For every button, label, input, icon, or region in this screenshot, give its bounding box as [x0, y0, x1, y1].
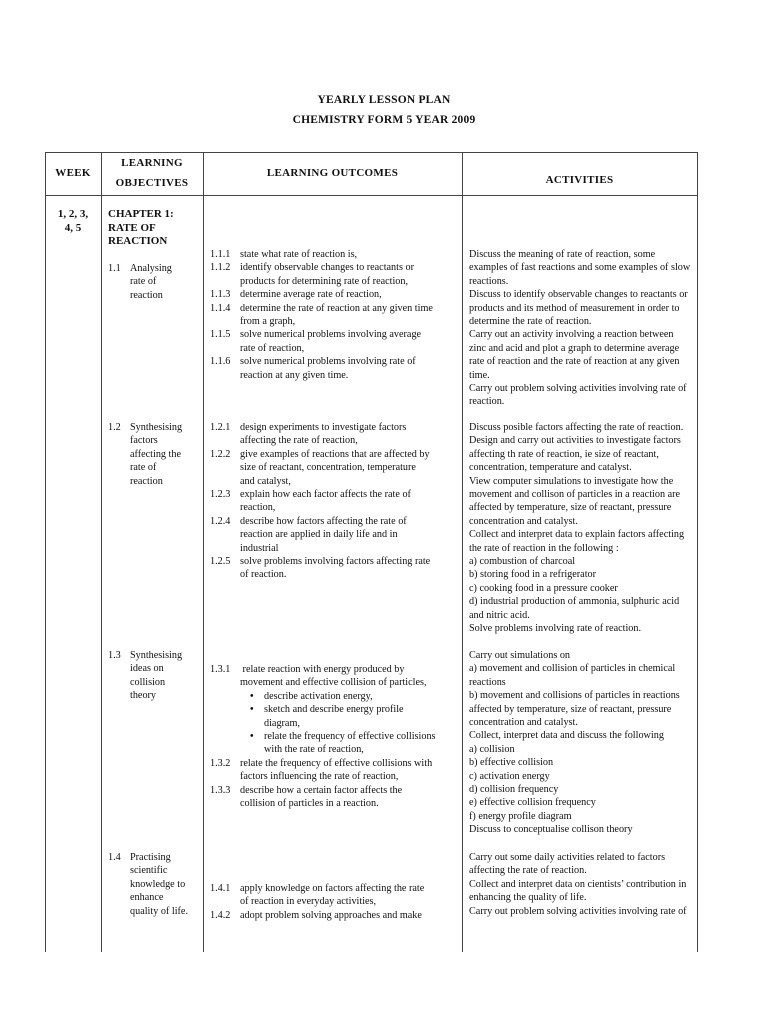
outcome-item [210, 757, 462, 784]
table-right-border [697, 152, 698, 952]
objective-text [130, 851, 188, 918]
outcome-line: affecting the rate of reaction, [240, 435, 358, 447]
outcome-item [210, 328, 462, 355]
outcome-number: 1.4.1 [210, 883, 231, 894]
outcome-line: reaction, [240, 502, 276, 514]
outcome-line: solve numerical problems involving rate of [240, 356, 416, 368]
outcome-text [240, 355, 416, 382]
activity-line: c) activation energy [469, 770, 550, 782]
outcome-item [210, 882, 462, 909]
outcome-item [210, 302, 462, 329]
outcome-number: 1.2.5 [210, 555, 231, 567]
outcome-item [210, 488, 462, 515]
activity-line: c) cooking food in a pressure cooker [469, 582, 618, 594]
outcome-line: industrial [240, 542, 279, 554]
outcome-text [240, 421, 406, 448]
activities-1-3 [469, 649, 697, 837]
outcome-number: 1.1.4 [210, 302, 231, 314]
objective-line: scientific [130, 865, 168, 877]
outcome-line: explain how each factor affects the rate of [240, 488, 411, 500]
activity-line: a) movement and collision of particles in chemical [469, 663, 676, 675]
bullet-line: • describe activation energy, [264, 690, 373, 703]
activity-line: Discuss posible factors affecting the rate of reaction. [469, 422, 684, 433]
outcome-line: size of reactant, concentration, temperature [240, 462, 416, 474]
objective-line: factors [130, 435, 158, 447]
outcome-line: from a graph, [240, 315, 296, 327]
activity-line: reactions [469, 676, 506, 688]
objective-text [130, 421, 182, 488]
outcome-line: rate of reaction, [240, 342, 305, 354]
bullet-line: • relate the frequency of effective collisions [264, 730, 436, 743]
outcomes-1-2 [210, 421, 462, 582]
objective-line: Analysing [130, 263, 172, 274]
activity-line: Solve problems involving rate of reaction. [469, 623, 642, 635]
activity-line: Carry out simulations on [469, 650, 571, 661]
week-line-1: 1, 2, 3, [57, 208, 89, 220]
outcome-line: determine the rate of reaction at any given time [240, 302, 433, 314]
outcome-text [240, 515, 407, 555]
outcome-item [210, 288, 462, 301]
outcome-line: relate reaction with energy produced by [240, 664, 405, 675]
activity-line: and nitric acid. [469, 609, 530, 621]
activity-line: affected by temperature, size of reactant, pressure [469, 502, 672, 514]
outcome-number: 1.1.3 [210, 289, 231, 301]
outcome-item [210, 248, 462, 261]
chapter-line-2: RATE OF [108, 221, 156, 234]
outcome-line: identify observable changes to reactants or [240, 262, 414, 274]
activity-line: concentration and catalyst. [469, 515, 578, 527]
outcome-line: describe how a certain factor affects the [240, 784, 403, 796]
bullet-text [264, 703, 404, 730]
outcome-text [240, 328, 421, 355]
activity-line: reactions. [469, 275, 509, 287]
outcome-item [210, 555, 462, 582]
outcome-line: design experiments to investigate factors [240, 422, 407, 433]
outcome-text [240, 882, 424, 909]
activity-line: Discuss to identify observable changes to reactants or [469, 289, 688, 301]
activity-line: concentration, temperature and catalyst. [469, 462, 632, 474]
activity-line: Collect and interpret data to explain factors affecting [469, 529, 685, 541]
activity-line: Design and carry out activities to investigate factors [469, 435, 681, 447]
outcome-bullet-item [210, 690, 462, 703]
activity-line: Discuss the meaning of rate of reaction, some [469, 249, 656, 260]
document-subtitle: CHEMISTRY FORM 5 YEAR 2009 [292, 114, 476, 126]
outcome-number: 1.3.2 [210, 757, 231, 769]
activity-line: determine the rate of reaction. [469, 316, 592, 328]
outcome-number: 1.1.6 [210, 356, 231, 368]
objective-line: Practising [130, 852, 171, 863]
objective-line: knowledge to [130, 878, 186, 890]
outcome-line: solve problems involving factors affecting rate [240, 555, 431, 567]
outcome-line: describe how factors affecting the rate of [240, 515, 407, 527]
outcome-text [240, 784, 402, 811]
activity-line: affecting the rate of reaction. [469, 865, 587, 877]
activity-line: a) collision [469, 743, 515, 755]
column-divider-2 [203, 152, 204, 952]
column-divider-3 [462, 152, 463, 952]
activities-1-2 [469, 421, 697, 636]
outcome-item [210, 355, 462, 382]
chapter-line-1: CHAPTER 1: [108, 208, 174, 220]
outcome-item [210, 663, 462, 690]
table-header-divider [45, 195, 698, 196]
outcome-number: 1.1.1 [210, 249, 231, 260]
outcome-item [210, 448, 462, 488]
activity-line: b) storing food in a refrigerator [469, 569, 597, 581]
activity-line: f) energy profile diagram [469, 810, 572, 822]
objective-line: collision [130, 676, 166, 688]
activity-line: View computer simulations to investigate how the [469, 475, 674, 487]
chapter-line-3: REACTION [108, 235, 168, 247]
outcome-line: of reaction. [240, 569, 287, 581]
outcome-line: apply knowledge on factors affecting the rate [240, 883, 425, 894]
outcomes-1-1 [210, 248, 462, 382]
activity-line: enhancing the quality of life. [469, 892, 587, 904]
objective-line: theory [130, 690, 157, 702]
objective-number: 1.2 [108, 422, 121, 433]
activity-line: products and its method of measurement in order to [469, 302, 680, 314]
activities-1-1 [469, 248, 697, 409]
bullet-line: diagram, [264, 717, 300, 729]
header-objectives-line2: OBJECTIVES [115, 177, 189, 189]
outcome-text [240, 757, 432, 784]
outcome-number: 1.2.2 [210, 448, 231, 460]
outcome-line: of reaction in everyday activities, [240, 896, 377, 908]
outcome-line: products for determining rate of reaction, [240, 275, 409, 287]
outcome-item [210, 784, 462, 811]
activity-line: d) collision frequency [469, 784, 559, 796]
document-title: YEARLY LESSON PLAN [317, 94, 451, 106]
header-learning-outcomes: LEARNING OUTCOMES [266, 167, 399, 179]
outcome-item [210, 515, 462, 555]
activity-line: the rate of reaction in the following : [469, 542, 619, 554]
outcome-item [210, 261, 462, 288]
week-number [45, 208, 101, 235]
outcome-line: adopt problem solving approaches and make [240, 909, 422, 921]
outcome-number: 1.1.2 [210, 262, 231, 274]
objective-text [130, 649, 182, 703]
activity-line: Carry out an activity involving a reaction between [469, 329, 674, 341]
bullet-line: with the rate of reaction, [264, 744, 364, 756]
objective-line: quality of life. [130, 905, 188, 917]
table-left-border [45, 152, 46, 952]
activity-line: e) effective collision frequency [469, 797, 596, 809]
outcomes-1-3 [210, 663, 462, 810]
outcome-text [240, 448, 430, 488]
header-week: WEEK [55, 167, 91, 179]
outcome-bullet-item [210, 730, 462, 757]
activities-1-4 [469, 851, 697, 918]
outcome-line: and catalyst, [240, 475, 291, 487]
outcome-text [240, 488, 411, 515]
outcome-line: reaction are applied in daily life and in [240, 529, 398, 541]
activity-line: zinc and acid and plot a graph to determine average [469, 342, 680, 354]
activity-line: Collect and interpret data on cientists’ contribution in [469, 878, 687, 890]
activity-line: a) combustion of charcoal [469, 556, 576, 568]
activity-line: Carry out problem solving activities involving rate of [469, 905, 687, 917]
activity-line: reaction. [469, 396, 505, 408]
outcome-number: 1.2.1 [210, 422, 231, 433]
outcome-line: collision of particles in a reaction. [240, 797, 379, 809]
header-activities: ACTIVITIES [545, 174, 614, 186]
objective-text [130, 262, 172, 302]
objective-line: Synthesising [130, 650, 183, 661]
outcome-text [240, 555, 430, 582]
outcomes-1-4 [210, 882, 462, 922]
outcome-text [240, 663, 427, 690]
objective-number: 1.4 [108, 852, 121, 863]
outcome-line: determine average rate of reaction, [240, 289, 382, 301]
activity-line: affecting th rate of reaction, ie size of reactant, [469, 448, 659, 460]
outcome-number: 1.2.3 [210, 488, 231, 500]
activity-line: time. [469, 369, 490, 381]
outcome-line: movement and effective collision of particles, [240, 677, 427, 689]
column-divider-1 [101, 152, 102, 952]
activity-line: affected by temperature, size of reactant, pressure [469, 703, 672, 715]
header-objectives-line1: LEARNING [121, 157, 183, 169]
objective-line: reaction [130, 289, 163, 301]
table-top-border [45, 152, 698, 153]
activity-line: examples of fast reactions and some examples of slow [469, 262, 691, 274]
objective-line: Synthesising [130, 422, 183, 433]
objective-line: rate of [130, 276, 157, 288]
outcome-line: reaction at any given time. [240, 369, 349, 381]
activity-line: Collect, interpret data and discuss the following [469, 730, 664, 742]
outcome-number: 1.1.5 [210, 329, 231, 341]
outcome-number: 1.3.1 [210, 664, 231, 675]
outcome-text [240, 302, 433, 329]
outcome-bullet-item [210, 703, 462, 730]
outcome-line: state what rate of reaction is, [240, 249, 358, 260]
outcome-number: 1.4.2 [210, 909, 231, 921]
week-line-2: 4, 5 [64, 221, 82, 234]
objective-line: rate of [130, 462, 157, 474]
activity-line: Carry out some daily activities related to factors [469, 852, 666, 863]
activity-line: Carry out problem solving activities involving rate of [469, 383, 687, 395]
outcome-line: give examples of reactions that are affected by [240, 448, 430, 460]
outcome-number: 1.3.3 [210, 784, 231, 796]
outcome-number: 1.2.4 [210, 515, 231, 527]
bullet-text [264, 730, 436, 757]
outcome-item [210, 909, 462, 922]
activity-line: Discuss to conceptualise collison theory [469, 824, 633, 836]
outcome-line: relate the frequency of effective collisions with [240, 757, 433, 769]
bullet-line: • sketch and describe energy profile [264, 703, 404, 716]
objective-line: ideas on [130, 663, 164, 675]
activity-line: rate of reaction and the rate of reaction at any given [469, 356, 680, 368]
chapter-heading [108, 208, 174, 249]
outcome-item [210, 421, 462, 448]
activity-line: b) movement and collisions of particles in reactions [469, 690, 680, 702]
objective-number: 1.1 [108, 263, 121, 274]
objective-number: 1.3 [108, 650, 121, 661]
activity-line: movement and collison of particles in a reaction are [469, 489, 681, 501]
outcome-line: solve numerical problems involving average [240, 329, 422, 341]
activity-line: concentration and catalyst. [469, 717, 578, 729]
activity-line: d) industrial production of ammonia, sulphuric acid [469, 596, 680, 608]
objective-line: reaction [130, 475, 163, 487]
objective-line: affecting the [130, 448, 182, 460]
outcome-line: factors influencing the rate of reaction, [240, 771, 399, 783]
outcome-text [240, 261, 414, 288]
objective-line: enhance [130, 892, 164, 904]
activity-line: b) effective collision [469, 757, 554, 769]
